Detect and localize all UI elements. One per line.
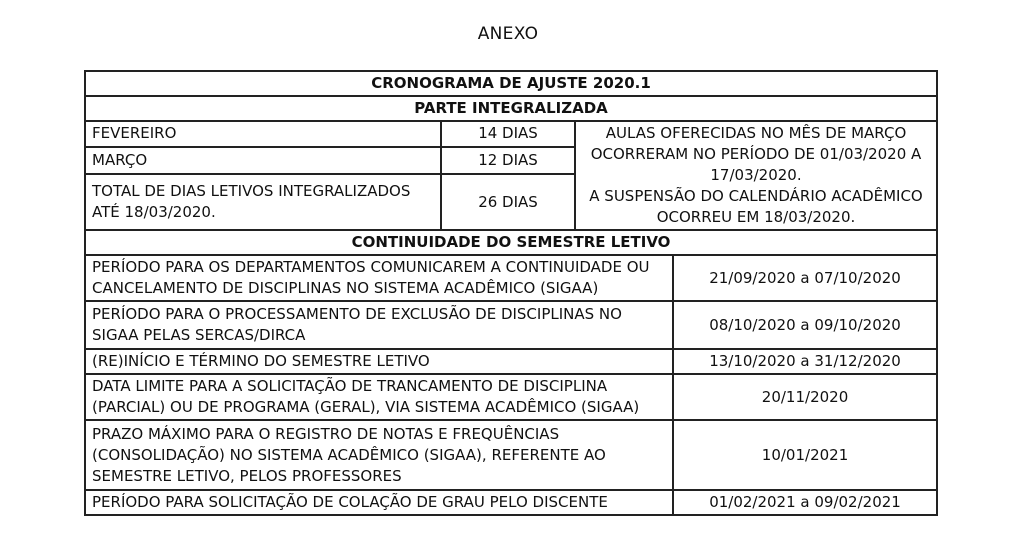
activity-description: (RE)INÍCIO E TÉRMINO DO SEMESTRE LETIVO: [85, 349, 673, 374]
total-label: TOTAL DE DIAS LETIVOS INTEGRALIZADOS ATÉ 18/03/2020.: [85, 174, 441, 230]
table-title-row: [85, 71, 937, 96]
days-value: 26 DIAS: [441, 174, 575, 230]
section-title-continuidade: CONTINUIDADE DO SEMESTRE LETIVO: [85, 230, 937, 255]
activity-description: PERÍODO PARA OS DEPARTAMENTOS COMUNICAREM A CONTINUIDADE OU CANCELAMENTO DE DISCIPLINAS NO SISTEMA ACADÊMICO (SIGAA): [85, 255, 673, 301]
activity-date: 13/10/2020 a 31/12/2020: [673, 349, 937, 374]
table-row: [85, 420, 937, 490]
activity-description: DATA LIMITE PARA A SOLICITAÇÃO DE TRANCAMENTO DE DISCIPLINA (PARCIAL) OU DE PROGRAMA (GERAL), VIA SISTEMA ACADÊMICO (SIGAA): [85, 374, 673, 420]
month-label: FEVEREIRO: [85, 121, 441, 147]
section-header-row: [85, 96, 937, 121]
activity-date: 08/10/2020 a 09/10/2020: [673, 301, 937, 349]
section-header-row: [85, 230, 937, 255]
activity-date: 21/09/2020 a 07/10/2020: [673, 255, 937, 301]
days-value: 14 DIAS: [441, 121, 575, 147]
section-title-integralizada: PARTE INTEGRALIZADA: [85, 96, 937, 121]
activity-description: PERÍODO PARA SOLICITAÇÃO DE COLAÇÃO DE GRAU PELO DISCENTE: [85, 490, 673, 515]
note-line-2: A SUSPENSÃO DO CALENDÁRIO ACADÊMICO OCORREU EM 18/03/2020.: [589, 187, 923, 226]
activity-description: PRAZO MÁXIMO PARA O REGISTRO DE NOTAS E FREQUÊNCIAS (CONSOLIDAÇÃO) NO SISTEMA ACADÊMICO (SIGAA), REFERENTE AO SEMESTRE LETIVO, PELOS PROFESSORES: [85, 420, 673, 490]
page-heading: ANEXO: [477, 24, 539, 44]
table-row: [85, 490, 937, 515]
activity-date: 20/11/2020: [673, 374, 937, 420]
table-title: CRONOGRAMA DE AJUSTE 2020.1: [85, 71, 937, 96]
note-line-1: AULAS OFERECIDAS NO MÊS DE MARÇO OCORRERAM NO PERÍODO DE 01/03/2020 A 17/03/2020.: [590, 124, 922, 184]
table-row: [85, 374, 937, 420]
schedule-table: [84, 70, 938, 516]
table-row: [85, 121, 937, 147]
table-row: [85, 349, 937, 374]
activity-description: PERÍODO PARA O PROCESSAMENTO DE EXCLUSÃO DE DISCIPLINAS NO SIGAA PELAS SERCAS/DIRCA: [85, 301, 673, 349]
activity-date: 01/02/2021 a 09/02/2021: [673, 490, 937, 515]
table-row: [85, 255, 937, 301]
activity-date: 10/01/2021: [673, 420, 937, 490]
integralizada-note: [575, 121, 937, 230]
table-row: [85, 301, 937, 349]
month-label: MARÇO: [85, 147, 441, 175]
days-value: 12 DIAS: [441, 147, 575, 175]
